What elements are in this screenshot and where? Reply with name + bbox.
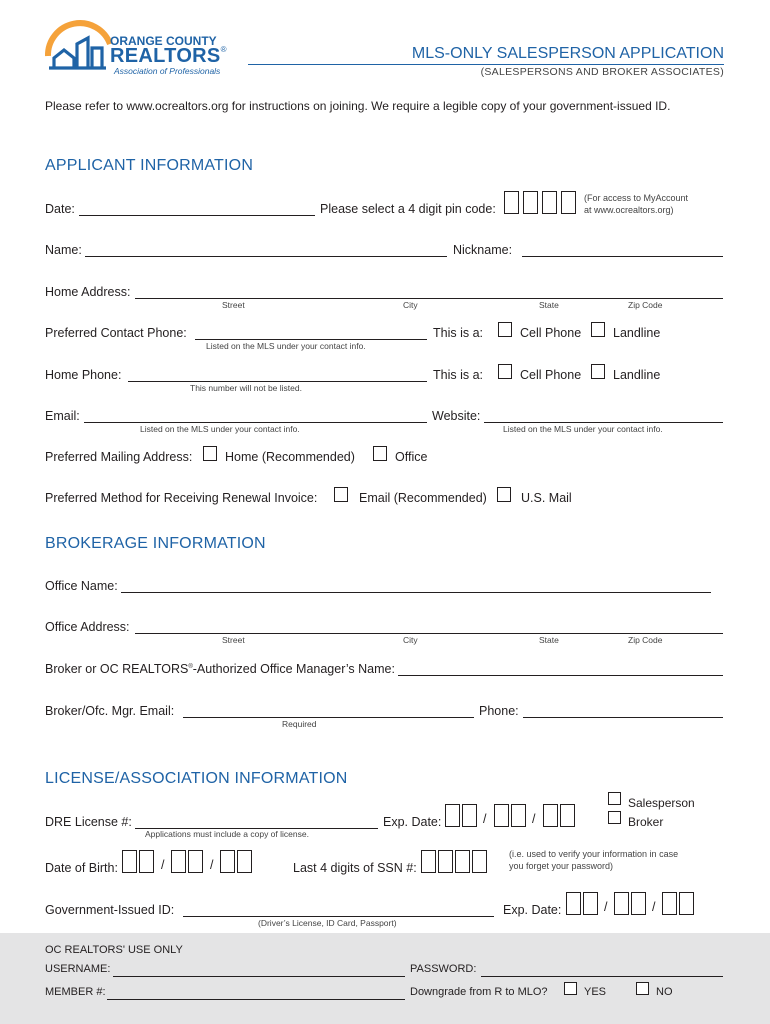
preferred-phone-label: Preferred Contact Phone: [45,326,187,340]
home-phone-landline-checkbox[interactable] [591,364,605,379]
ssn-note-1: (i.e. used to verify your information in case [509,849,679,859]
dob-day-1[interactable] [171,850,186,873]
email-field[interactable] [84,422,427,423]
name-label: Name: [45,243,82,257]
home-phone-cell-checkbox[interactable] [498,364,512,379]
office-use-panel [0,933,770,1024]
intro-text: Please refer to www.ocrealtors.org for instructions on joining. We require a legible copy of your government-issued ID. [45,99,671,113]
mailing-address-label: Preferred Mailing Address: [45,450,193,464]
title-rule [248,64,724,65]
downgrade-no-checkbox[interactable] [636,982,649,995]
gov-exp-day-2[interactable] [631,892,646,915]
home-address-label: Home Address: [45,285,131,299]
dre-exp-day-2[interactable] [511,804,526,827]
home-phone-type-label: This is a: [433,368,484,382]
office-address-label: Office Address: [45,620,130,634]
nickname-label: Nickname: [453,243,513,257]
logo-line1: ORANGE COUNTY [110,34,217,48]
home-phone-cell-label: Cell Phone [520,368,582,382]
home-address-state-caption: State [539,300,559,310]
dre-exp-slash-2: / [532,812,536,826]
downgrade-yes-checkbox[interactable] [564,982,577,995]
broker-name-label-reg: ® [188,663,193,670]
dre-exp-year-1[interactable] [543,804,558,827]
logo-reg-mark: ® [220,45,227,54]
renewal-method-label: Preferred Method for Receiving Renewal Invoice: [45,491,318,505]
gov-id-note: (Driver’s License, ID Card, Passport) [258,918,397,928]
username-field[interactable] [113,976,405,977]
dre-license-note: Applications must include a copy of license. [145,829,309,839]
gov-id-exp-label: Exp. Date: [503,903,562,917]
website-field[interactable] [484,422,723,423]
dre-exp-month-1[interactable] [445,804,460,827]
dob-day-2[interactable] [188,850,203,873]
form-title: MLS-ONLY SALESPERSON APPLICATION [411,45,724,62]
ssn-digit-2[interactable] [438,850,453,873]
home-address-city-caption: City [403,300,418,310]
home-address-zip-caption: Zip Code [628,300,663,310]
broker-email-field[interactable] [183,717,474,718]
salesperson-checkbox[interactable] [608,792,621,805]
mailing-home-checkbox[interactable] [203,446,217,461]
dre-exp-slash-1: / [483,812,487,826]
date-field[interactable] [79,215,315,216]
password-field[interactable] [481,976,723,977]
office-use-heading: OC REALTORS' USE ONLY [45,944,183,956]
member-number-label: MEMBER #: [45,986,106,998]
pin-digit-4[interactable] [561,191,576,214]
renewal-mail-label: U.S. Mail [521,491,572,505]
office-address-street-caption: Street [222,635,245,645]
gov-exp-slash-1: / [604,900,608,914]
mailing-office-checkbox[interactable] [373,446,387,461]
preferred-phone-field[interactable] [195,339,427,340]
pin-label: Please select a 4 digit pin code: [320,202,496,216]
office-name-field[interactable] [121,592,711,593]
home-phone-label: Home Phone: [45,368,122,382]
mailing-office-label: Office [395,450,428,464]
renewal-mail-checkbox[interactable] [497,487,511,502]
member-number-field[interactable] [107,999,405,1000]
pin-digit-2[interactable] [523,191,538,214]
website-note: Listed on the MLS under your contact info. [503,424,663,434]
broker-email-required-note: Required [282,719,317,729]
dob-year-1[interactable] [220,850,235,873]
logo-tagline: Association of Professionals [114,66,221,76]
gov-id-label: Government-Issued ID: [45,903,175,917]
date-label: Date: [45,202,75,216]
section-license-heading: LICENSE/ASSOCIATION INFORMATION [45,770,348,787]
home-address-street-caption: Street [222,300,245,310]
dob-slash-2: / [210,858,214,872]
ssn-label: Last 4 digits of SSN #: [293,861,417,875]
office-address-field[interactable] [135,633,723,634]
preferred-phone-landline-checkbox[interactable] [591,322,605,337]
renewal-email-label: Email (Recommended) [359,491,487,505]
preferred-phone-note: Listed on the MLS under your contact info. [206,341,366,351]
logo-buildings-icon [44,18,119,80]
ssn-note-2: you forget your password) [509,861,614,871]
broker-checkbox[interactable] [608,811,621,824]
dob-label: Date of Birth: [45,861,118,875]
email-note: Listed on the MLS under your contact info. [140,424,300,434]
name-field[interactable] [85,256,447,257]
home-address-field[interactable] [135,298,723,299]
salesperson-label: Salesperson [628,796,695,810]
downgrade-label: Downgrade from R to MLO? [410,986,548,998]
gov-exp-day-1[interactable] [614,892,629,915]
form-subtitle: (SALESPERSONS AND BROKER ASSOCIATES) [480,66,724,78]
preferred-phone-landline-label: Landline [613,326,661,340]
office-address-state-caption: State [539,635,559,645]
pin-note-1: (For access to MyAccount [584,193,689,203]
broker-name-label-a: Broker or OC REALTORS [45,662,189,676]
broker-phone-label: Phone: [479,704,519,718]
gov-exp-year-1[interactable] [662,892,677,915]
office-address-zip-caption: Zip Code [628,635,663,645]
preferred-phone-type-label: This is a: [433,326,484,340]
gov-id-field[interactable] [183,916,494,917]
broker-name-label-b: -Authorized Office Manager’s Name: [192,662,395,676]
broker-label: Broker [628,815,664,829]
dre-exp-label: Exp. Date: [383,815,442,829]
home-phone-note: This number will not be listed. [190,383,302,393]
logo [44,18,244,80]
office-name-label: Office Name: [45,579,118,593]
nickname-field[interactable] [522,256,723,257]
broker-phone-field[interactable] [523,717,723,718]
email-label: Email: [45,409,80,423]
password-label: PASSWORD: [410,963,477,975]
home-phone-field[interactable] [128,381,427,382]
pin-digit-3[interactable] [542,191,557,214]
dre-exp-day-1[interactable] [494,804,509,827]
ssn-digit-1[interactable] [421,850,436,873]
section-brokerage-heading: BROKERAGE INFORMATION [45,535,266,552]
website-label: Website: [432,409,481,423]
broker-name-label [45,662,395,676]
preferred-phone-cell-label: Cell Phone [520,326,582,340]
gov-exp-month-2[interactable] [583,892,598,915]
ssn-digit-4[interactable] [472,850,487,873]
gov-exp-year-2[interactable] [679,892,694,915]
username-label: USERNAME: [45,963,111,975]
downgrade-no-label: NO [656,986,673,998]
office-address-city-caption: City [403,635,418,645]
ssn-digit-3[interactable] [455,850,470,873]
renewal-email-checkbox[interactable] [334,487,348,502]
pin-digit-1[interactable] [504,191,519,214]
downgrade-yes-label: YES [584,986,607,998]
dob-month-2[interactable] [139,850,154,873]
dre-exp-month-2[interactable] [462,804,477,827]
dre-license-label: DRE License #: [45,815,132,829]
logo-line2: REALTORS [110,45,221,67]
gov-exp-month-1[interactable] [566,892,581,915]
home-phone-landline-label: Landline [613,368,661,382]
broker-name-field[interactable] [398,675,723,676]
gov-exp-slash-2: / [652,900,656,914]
preferred-phone-cell-checkbox[interactable] [498,322,512,337]
pin-note-2: at www.ocrealtors.org) [584,205,674,215]
mailing-home-label: Home (Recommended) [225,450,355,464]
section-applicant-heading: APPLICANT INFORMATION [45,157,254,174]
dob-month-1[interactable] [122,850,137,873]
dre-exp-year-2[interactable] [560,804,575,827]
broker-email-label: Broker/Ofc. Mgr. Email: [45,704,175,718]
dob-year-2[interactable] [237,850,252,873]
dob-slash-1: / [161,858,165,872]
